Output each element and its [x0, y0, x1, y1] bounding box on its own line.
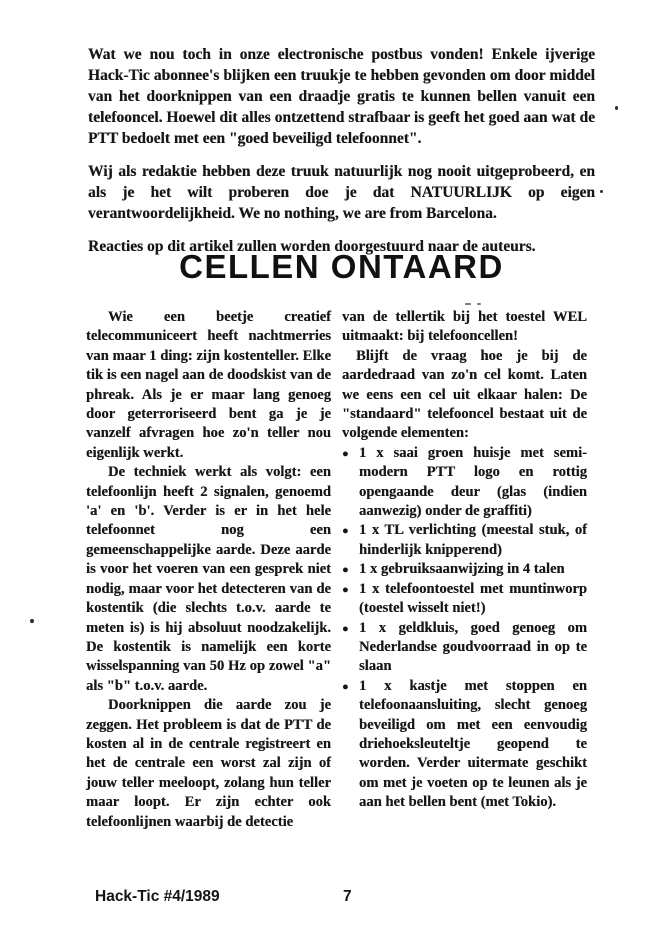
list-item-text: 1 x saai groen huisje met semi-modern PTT logo en rottig opengaande deur (glas (indien aanwezig) onder de graffiti) [359, 444, 587, 520]
article-body [86, 308, 587, 832]
scan-speck-dot [30, 619, 34, 623]
intro-section [88, 44, 595, 269]
footer-magazine-title: Hack-Tic #4/1989 [95, 888, 220, 905]
bullet-icon: ● [342, 680, 349, 693]
right-column [342, 308, 587, 832]
page-footer [0, 888, 652, 912]
article-headline: CELLEN ONTAARD [179, 248, 504, 285]
list-item [342, 521, 587, 560]
intro-paragraph: Wat we nou toch in onze electronische postbus vonden! Enkele ijverige Hack-Tic abonnee's blijken een truukje te hebben gevonden om door middel van het doorknippen van een draadje gratis te kunnen bellen vanuit een telefooncel. Hoewel dit alles ontzettend strafbaar is geeft het goed aan wat de PTT bedoelt met een "goed beveiligd telefoonnet". [88, 46, 595, 147]
list-item [342, 560, 587, 579]
list-item [342, 580, 587, 619]
list-item-text: 1 x TL verlichting (meestal stuk, of hinderlijk knipperend) [359, 522, 587, 558]
list-item [342, 677, 587, 813]
bullet-icon: ● [342, 525, 349, 538]
column-paragraph: Blijft de vraag hoe je bij de aardedraad van zo'n cel komt. Laten we eens een cel uit elkaar halen: De "standaard" telefooncel bestaat uit de volgende elementen: [342, 347, 587, 442]
column-paragraph: Doorknippen die aarde zou je zeggen. Het probleem is dat de PTT de kosten al in de centrale registreert en het de centrale een worst zal zijn of jouw teller meeloopt, zolang hun teller maar loopt. Er zijn echter ook telefoonlijnen waarbij de detectie [86, 697, 331, 830]
bullet-icon: ● [342, 622, 349, 635]
column-paragraph: Wie een beetje creatief telecommuniceert heeft nachtmerries van maar 1 ding: zijn kostenteller. Elke tik is een nagel aan de doodskist van de phreak. Als je er maar lang genoeg door geterroriseerd bent ga je je vanzelf afvragen hoe zo'n teller nou eigenlijk werkt. [86, 309, 331, 461]
list-item [342, 619, 587, 677]
footer-page-number: 7 [343, 888, 352, 905]
list-item-text: 1 x telefoontoestel met muntinworp (toestel wisselt niet!) [359, 580, 587, 617]
bullet-icon: ● [342, 583, 349, 596]
intro-paragraph: Wij als redaktie hebben deze truuk natuurlijk nog nooit uitgeprobeerd, en als je het wilt proberen doe je dat NATUURLIJK op eigen verantwoordelijkheid. We no nothing, we are from Barcelona. [88, 163, 595, 222]
bullet-icon: ● [342, 447, 349, 460]
scan-speck-dash [465, 303, 471, 305]
column-paragraph: De techniek werkt als volgt: een telefoonlijn heeft 2 signalen, genoemd 'a' en 'b'. Verder is er in het hele telefoonnet nog een gemeenschappelijke aarde. Deze aarde is voor het voeren van een gesprek niet nodig, maar voor het detecteren van de kostentik (die slechts t.o.v. aarde te meten is) is hij absoluut noodzakelijk. De kostentik is namelijk een korte wisselspanning van 50 Hz op zowel "a" als "b" t.o.v. aarde. [86, 464, 331, 694]
left-column [86, 308, 331, 832]
list-item-text: 1 x gebruiksaanwijzing in 4 talen [359, 561, 565, 578]
bullet-icon: ● [342, 564, 349, 577]
intro-paragraph: Reacties op dit artikel zullen worden doorgestuurd naar de auteurs. [88, 238, 536, 255]
list-item-text: 1 x kastje met stoppen en telefoonaansluiting, slecht genoeg beveiligd om met een eenvoudig driehoeksleuteltje geopend te worden. Verder uitermate geschikt om met je voeten op te leunen als je aan het bellen bent (met Tokio). [359, 677, 587, 811]
list-item-text: 1 x geldkluis, goed genoeg om Nederlandse goudvoorraad in op te slaan [359, 619, 587, 675]
list-item [342, 444, 587, 522]
scan-speck-dot [615, 106, 618, 110]
column-paragraph: van de tellertik bij het toestel WEL uitmaakt: bij telefooncellen! [342, 309, 587, 345]
telefooncel-parts-list [342, 444, 587, 813]
scan-speck-dash [477, 303, 481, 305]
scan-speck-dot [600, 190, 603, 193]
